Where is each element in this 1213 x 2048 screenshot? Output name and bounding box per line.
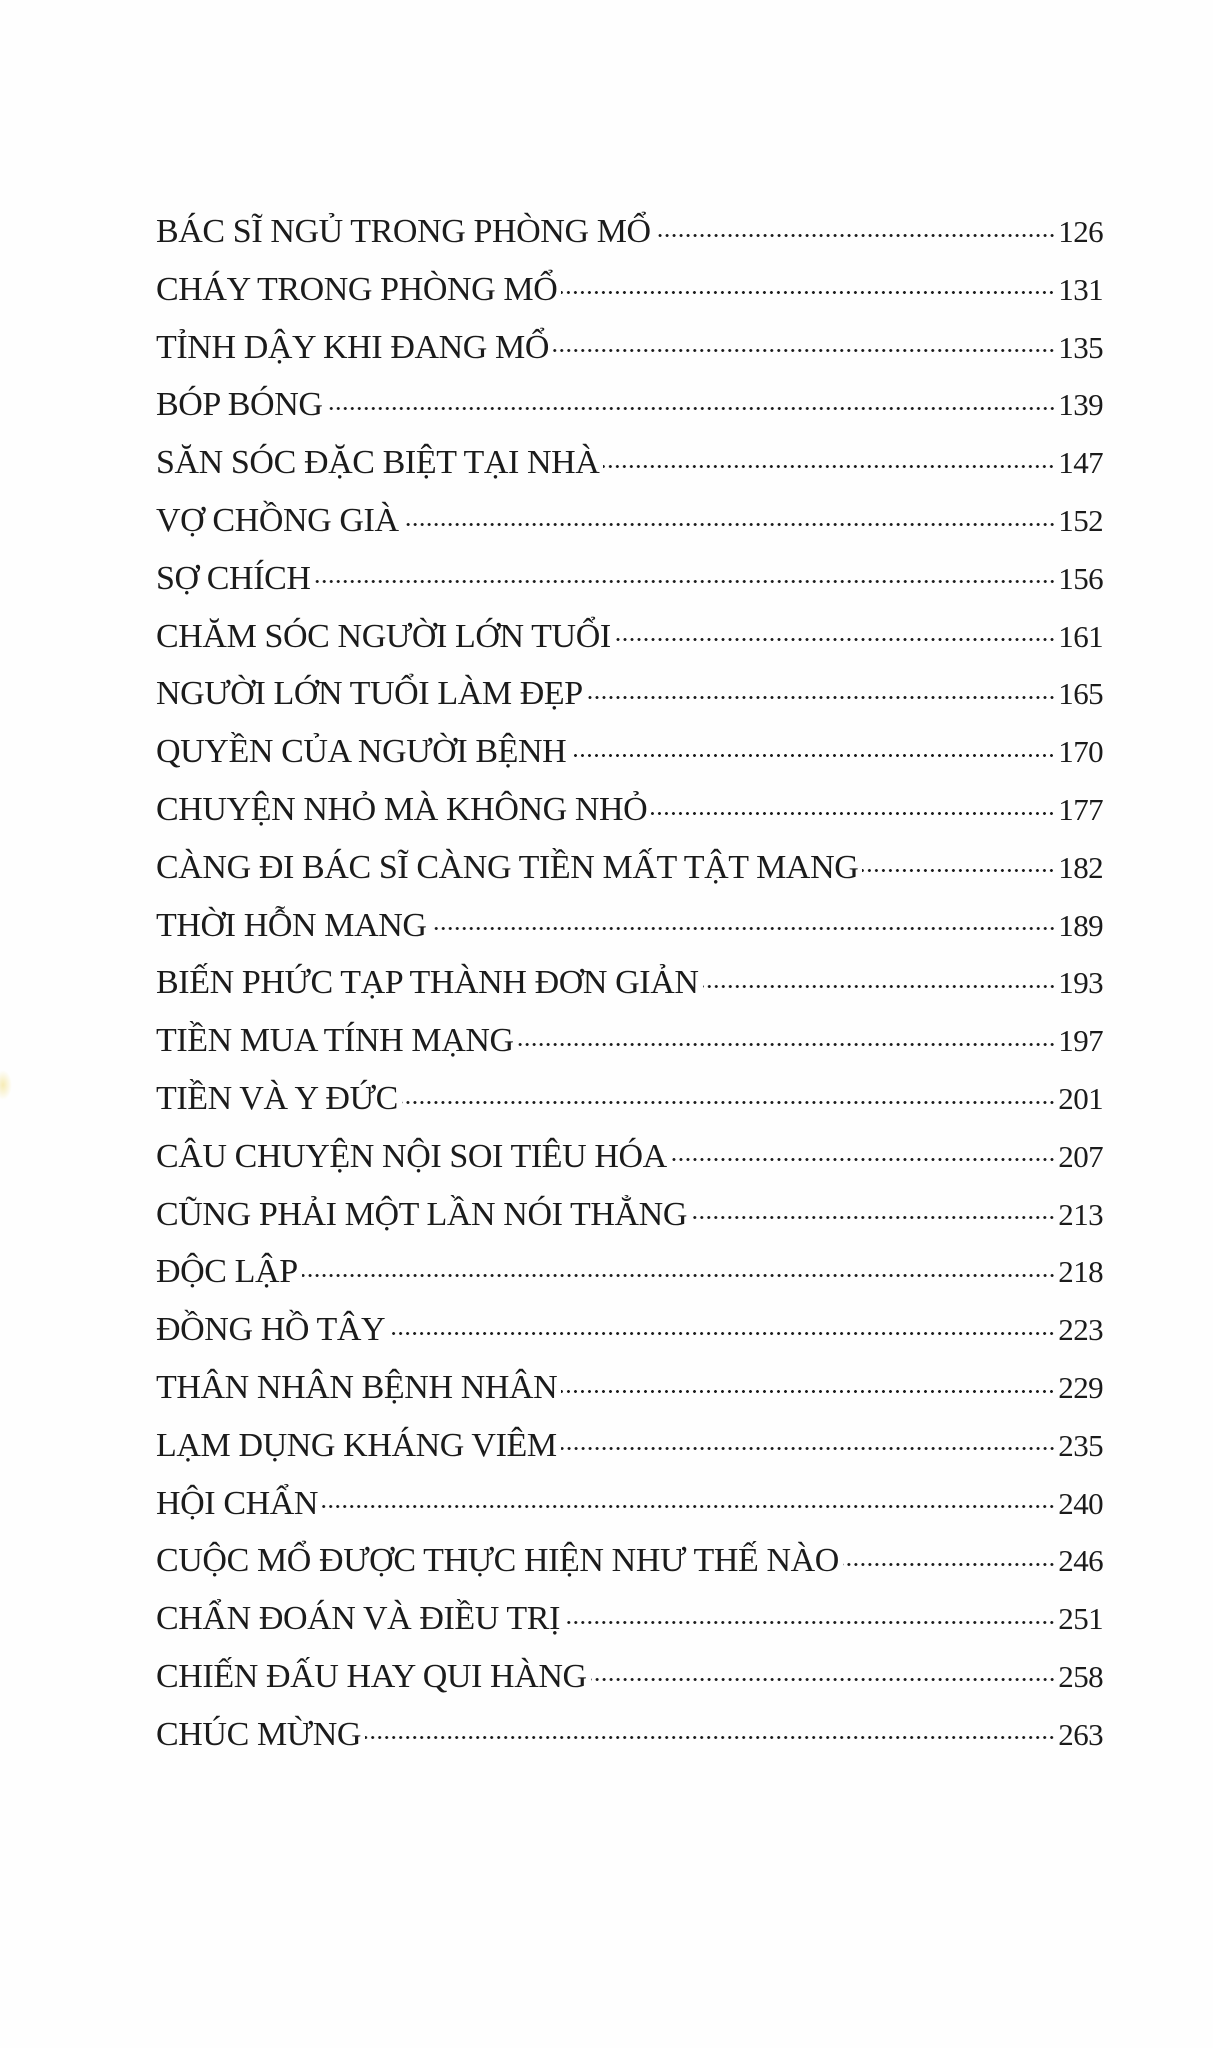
toc-entry-title: CHÁY TRONG PHÒNG MỔ (156, 270, 558, 308)
dot-leader (561, 1422, 1056, 1456)
dot-leader (615, 613, 1056, 647)
page-smudge (0, 1070, 12, 1100)
toc-entry-title: BÁC SĨ NGỦ TRONG PHÒNG MỔ (156, 213, 651, 250)
toc-entry-page: 218 (1058, 1254, 1103, 1290)
toc-entry-page: 161 (1058, 618, 1103, 654)
toc-entry-title: CHUYỆN NHỎ MÀ KHÔNG NHỎ (156, 790, 648, 828)
toc-entry-page: 201 (1058, 1080, 1103, 1116)
toc-entry (156, 1133, 1103, 1191)
dot-leader (403, 497, 1056, 531)
toc-entry-title: BIẾN PHỨC TẠP THÀNH ĐƠN GIẢN (156, 964, 699, 1002)
dot-leader (518, 1017, 1056, 1051)
toc-entry (156, 1480, 1103, 1538)
toc-entry-title: THÂN NHÂN BỆNH NHÂN (156, 1368, 558, 1406)
toc-entry-title: CUỘC MỔ ĐƯỢC THỰC HIỆN NHƯ THẾ NÀO (156, 1542, 839, 1580)
toc-entry-page: 193 (1058, 965, 1103, 1001)
toc-entry-page: 135 (1058, 329, 1103, 365)
toc-entry (156, 1711, 1103, 1769)
toc-entry-title: THỜI HỖN MANG (156, 906, 427, 944)
toc-entry (156, 381, 1103, 439)
dot-leader (591, 1653, 1056, 1687)
toc-entry-title: CHĂM SÓC NGƯỜI LỚN TUỔI (156, 617, 611, 655)
toc-entry (156, 959, 1103, 1017)
toc-entry-title: CHẨN ĐOÁN VÀ ĐIỀU TRỊ (156, 1600, 560, 1638)
dot-leader (431, 902, 1056, 936)
toc-entry-page: 139 (1058, 387, 1103, 423)
toc-entry (156, 728, 1103, 786)
toc-entry-page: 197 (1058, 1023, 1103, 1059)
toc-entry-title: SỢ CHÍCH (156, 559, 311, 597)
toc-entry-title: QUYỀN CỦA NGƯỜI BỆNH (156, 733, 567, 771)
toc-entry-title: CŨNG PHẢI MỘT LẦN NÓI THẲNG (156, 1195, 687, 1233)
toc-entry-page: 240 (1058, 1485, 1103, 1521)
toc-entry-page: 213 (1058, 1196, 1103, 1232)
toc-entry-page: 131 (1058, 271, 1103, 307)
toc-entry-page: 263 (1058, 1716, 1103, 1752)
dot-leader (671, 1133, 1055, 1167)
dot-leader (302, 1248, 1056, 1282)
table-of-contents (156, 208, 1103, 1769)
toc-entry (156, 613, 1103, 671)
dot-leader (570, 728, 1055, 762)
toc-entry (156, 1075, 1103, 1133)
toc-entry (156, 1537, 1103, 1595)
toc-entry-page: 223 (1058, 1312, 1103, 1348)
toc-entry (156, 902, 1103, 960)
toc-entry-page: 147 (1058, 445, 1103, 481)
toc-entry (156, 324, 1103, 382)
toc-entry (156, 1191, 1103, 1249)
dot-leader (322, 1480, 1055, 1514)
toc-entry-title: CHIẾN ĐẤU HAY QUI HÀNG (156, 1657, 587, 1695)
toc-entry-page: 246 (1058, 1543, 1103, 1579)
dot-leader (843, 1537, 1055, 1571)
dot-leader (691, 1191, 1055, 1225)
toc-entry (156, 1017, 1103, 1075)
dot-leader (553, 324, 1055, 358)
dot-leader (561, 266, 1055, 300)
toc-entry-page: 165 (1058, 676, 1103, 712)
dot-leader (703, 959, 1056, 993)
toc-entry-title: TỈNH DẬY KHI ĐANG MỔ (156, 328, 550, 366)
toc-entry (156, 1364, 1103, 1422)
dot-leader (651, 786, 1055, 820)
toc-entry-title: TIỀN MUA TÍNH MẠNG (156, 1022, 514, 1060)
toc-entry-title: BÓP BÓNG (156, 386, 323, 424)
toc-entry-page: 177 (1058, 791, 1103, 827)
toc-entry (156, 497, 1103, 555)
toc-entry-page: 189 (1058, 907, 1103, 943)
dot-leader (389, 1306, 1055, 1340)
toc-entry-page: 152 (1058, 502, 1103, 538)
toc-entry (156, 1306, 1103, 1364)
toc-entry-page: 251 (1058, 1601, 1103, 1637)
dot-leader (327, 381, 1056, 415)
dot-leader (365, 1711, 1055, 1745)
toc-entry (156, 1422, 1103, 1480)
toc-entry (156, 439, 1103, 497)
toc-entry (156, 555, 1103, 613)
dot-leader (603, 439, 1055, 473)
toc-entry (156, 208, 1103, 266)
toc-entry-title: CÀNG ĐI BÁC SĨ CÀNG TIỀN MẤT TẬT MANG (156, 848, 859, 886)
toc-entry-page: 126 (1058, 214, 1103, 249)
toc-entry-title: CHÚC MỪNG (156, 1715, 362, 1753)
toc-entry-page: 207 (1058, 1138, 1103, 1174)
dot-leader (564, 1595, 1055, 1629)
dot-leader (862, 844, 1055, 878)
dot-leader (655, 208, 1056, 242)
toc-entry (156, 1595, 1103, 1653)
toc-entry-page: 170 (1058, 734, 1103, 770)
toc-entry-title: HỘI CHẨN (156, 1484, 319, 1522)
toc-entry (156, 786, 1103, 844)
toc-entry-title: SĂN SÓC ĐẶC BIỆT TẠI NHÀ (156, 444, 600, 482)
toc-entry-title: ĐỘC LẬP (156, 1253, 298, 1291)
dot-leader (561, 1364, 1055, 1398)
dot-leader (315, 555, 1056, 589)
toc-entry (156, 670, 1103, 728)
toc-entry (156, 1248, 1103, 1306)
toc-entry-title: VỢ CHỒNG GIÀ (156, 501, 399, 539)
toc-entry (156, 844, 1103, 902)
toc-entry-title: ĐỒNG HỒ TÂY (156, 1311, 386, 1349)
toc-entry-page: 182 (1058, 849, 1103, 885)
dot-leader (587, 670, 1055, 704)
toc-entry-title: NGƯỜI LỚN TUỔI LÀM ĐẸP (156, 675, 583, 713)
toc-entry-title: TIỀN VÀ Y ĐỨC (156, 1079, 398, 1117)
toc-entry-title: LẠM DỤNG KHÁNG VIÊM (156, 1426, 557, 1464)
toc-entry-page: 156 (1058, 560, 1103, 596)
toc-entry (156, 1653, 1103, 1711)
toc-entry (156, 266, 1103, 324)
toc-entry-title: CÂU CHUYỆN NỘI SOI TIÊU HÓA (156, 1137, 667, 1175)
toc-entry-page: 229 (1058, 1369, 1103, 1405)
toc-entry-page: 235 (1058, 1427, 1103, 1463)
dot-leader (402, 1075, 1055, 1109)
toc-entry-page: 258 (1058, 1658, 1103, 1694)
